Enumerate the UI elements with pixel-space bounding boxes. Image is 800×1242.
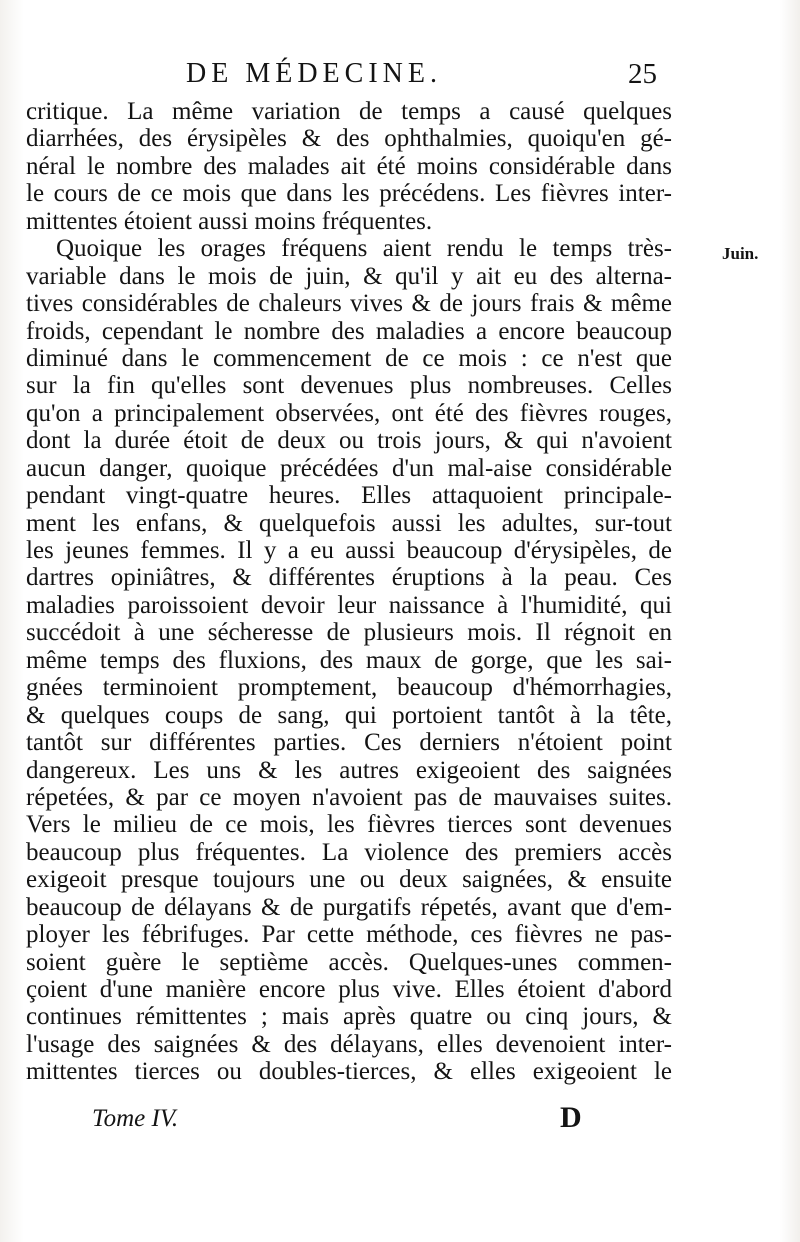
- text-line: mittentes étoient aussi moins fréquentes.: [26, 207, 433, 235]
- text-line: succédoit à une sécheresse de plusieurs mois. Il régnoit en: [26, 619, 672, 647]
- text-line: diarrhées, des érysipèles & des ophthalmies, quoiqu'en gé-: [26, 125, 672, 153]
- text-line: variable dans le mois de juin, & qu'il y ait eu des alterna-: [26, 262, 672, 290]
- running-title: DE MÉDECINE.: [186, 58, 442, 89]
- text-line: tives considérables de chaleurs vives & de jours frais & même: [26, 290, 672, 318]
- margin-note-month: Juin.: [722, 244, 759, 263]
- text-line: répetées, & par ce moyen n'avoient pas de mauvaises suites.: [26, 783, 672, 811]
- text-line: exigeoit presque toujours une ou deux saignées, & ensuite: [26, 866, 672, 894]
- text-line: tantôt sur différentes parties. Ces derniers n'étoient point: [26, 729, 672, 757]
- page-number: 25: [628, 58, 657, 90]
- text-line: ployer les fébrifuges. Par cette méthode, ces fièvres ne pas-: [26, 921, 672, 949]
- text-line: froids, cependant le nombre des maladies a encore beaucoup: [26, 317, 672, 345]
- text-line: gnées terminoient promptement, beaucoup d'hémorrhagies,: [26, 674, 672, 702]
- body-text: [26, 98, 672, 1086]
- text-line: diminué dans le commencement de ce mois : ce n'est que: [26, 344, 672, 372]
- text-line: Vers le milieu de ce mois, les fièvres tierces sont devenues: [26, 811, 672, 839]
- text-line: ment les enfans, & quelquefois aussi les adultes, sur-tout: [26, 509, 672, 537]
- text-line: pendant vingt-quatre heures. Elles attaquoient principale-: [26, 482, 672, 510]
- text-line: l'usage des saignées & des délayans, elles devenoient inter-: [26, 1030, 672, 1058]
- text-line: dont la durée étoit de deux ou trois jours, & qui n'avoient: [26, 427, 672, 455]
- text-line: mittentes tierces ou doubles-tierces, & elles exigeoient le: [26, 1058, 672, 1086]
- text-line: dartres opiniâtres, & différentes éruptions à la peau. Ces: [26, 564, 672, 592]
- signature-mark: D: [560, 1101, 582, 1134]
- paragraph-start-line: Quoique les orages fréquens aient rendu le temps très-: [56, 235, 672, 263]
- text-line: les jeunes femmes. Il y a eu aussi beaucoup d'érysipèles, de: [26, 537, 672, 564]
- page-footer: [0, 1101, 800, 1139]
- text-line: critique. La même variation de temps a causé quelques: [26, 98, 672, 125]
- text-line: aucun danger, quoique précédées d'un mal-aise considérable: [26, 454, 672, 482]
- text-line: qu'on a principalement observées, ont été des fièvres rouges,: [26, 399, 672, 427]
- text-line: néral le nombre des malades ait été moins considérable dans: [26, 152, 672, 180]
- text-line: beaucoup de délayans & de purgatifs répetés, avant que d'em-: [26, 893, 672, 921]
- text-line: sur la fin qu'elles sont devenues plus nombreuses. Celles: [26, 372, 672, 400]
- text-line: même temps des fluxions, des maux de gorge, que les sai-: [26, 646, 672, 674]
- text-line: & quelques coups de sang, qui portoient tantôt à la tête,: [26, 701, 672, 729]
- volume-label: Tome IV.: [92, 1105, 179, 1132]
- text-line: maladies paroissoient devoir leur naissance à l'humidité, qui: [26, 591, 672, 619]
- text-line: çoient d'une manière encore plus vive. Elles étoient d'abord: [26, 976, 672, 1003]
- running-head: [0, 58, 800, 92]
- text-line: soient guère le septième accès. Quelques-unes commen-: [26, 948, 672, 976]
- text-line: continues rémittentes ; mais après quatre ou cinq jours, &: [26, 1003, 672, 1031]
- text-line: beaucoup plus fréquentes. La violence des premiers accès: [26, 838, 672, 866]
- text-line: le cours de ce mois que dans les précédens. Les fièvres inter-: [26, 180, 672, 208]
- text-line: dangereux. Les uns & les autres exigeoient des saignées: [26, 756, 672, 784]
